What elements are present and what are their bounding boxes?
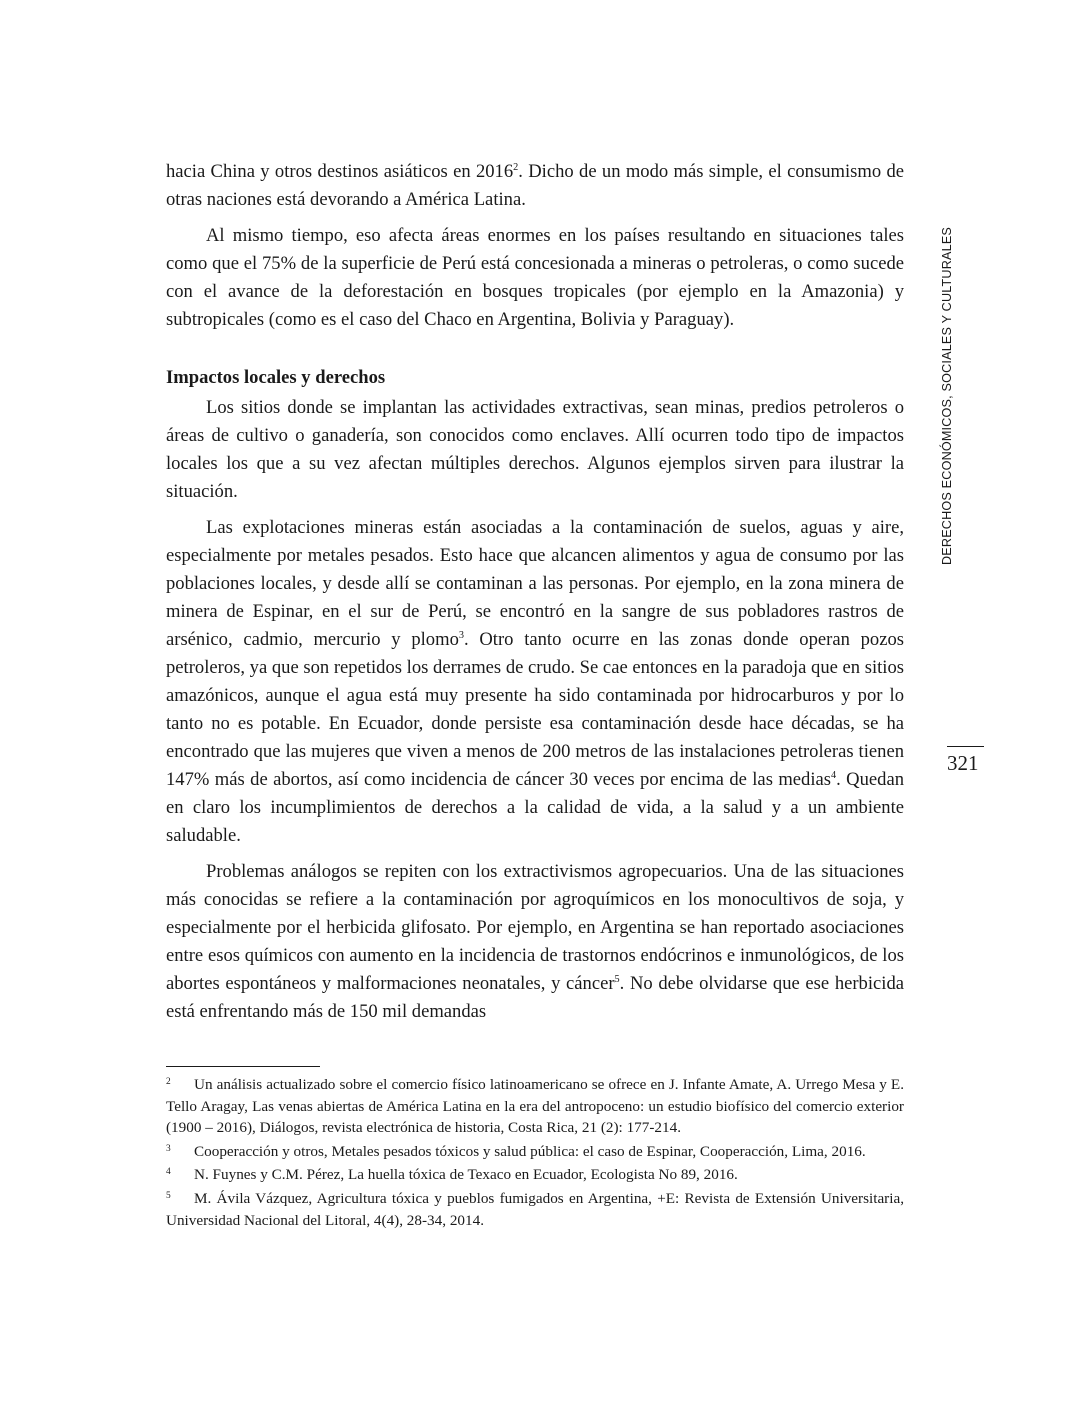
paragraph-areas: Al mismo tiempo, eso afecta áreas enormes en los países resultando en situaciones tales como que el 75% de la superficie de Perú está concesionada a mineras o petroleras, o como sucede con el avance de la deforestación en bosques tropicales (por ejemplo en la Amazonia) y subtropicales (como es el caso del Chaco en Argentina, Bolivia y Paraguay). — [166, 225, 904, 330]
footnote-text: M. Ávila Vázquez, Agricultura tóxica y pueblos fumigados en Argentina, +E: Revista de Extensión Universitaria, Universidad Nacional del Litoral, 4(4), 28-34, 2014. — [166, 1189, 904, 1229]
footnote-text: Un análisis actualizado sobre el comercio físico latinoamericano se ofrece en J. Infante Amate, A. Urrego Mesa y E. Tello Aragay, Las venas abiertas de América Latina en la era del antropoceno: un estudio biofísico del comercio exterior (1900 – 2016), Diálogos, revista electrónica de historia, Costa Rica, 21 (2): 177-214. — [166, 1076, 904, 1137]
footnote-4 — [166, 1162, 904, 1186]
footnote-number: 4 — [166, 1167, 171, 1178]
running-head: DERECHOS ECONÓMICOS, SOCIALES Y CULTURALES — [940, 226, 954, 565]
footnote-ref-4[interactable]: 4 — [831, 769, 837, 781]
footnote-number: 5 — [166, 1190, 171, 1201]
footnote-number: 2 — [166, 1077, 171, 1087]
footnote-5 — [166, 1186, 904, 1231]
paragraph-agro: Problemas análogos se repiten con los extractivismos agropecuarios. Una de las situaciones más conocidas se refiere a la contaminación por agroquímicos en los monocultivos de soja, y especialmente por el herbicida glifosato. Por ejemplo, en Argentina se han reportado asociaciones entre esos químicos con aumento en la incidencia de trastornos endócrinos e inmunológicos, de los abortes espontáneos y malformaciones neonatales, y cáncer$^5$. No debe olvidarse que ese herbicida está enfrentando más de 150 mil demandas — [166, 861, 904, 1022]
footnote-text: N. Fuynes y C.M. Pérez, La huella tóxica de Texaco en Ecuador, Ecologista No 89, 2016. — [194, 1166, 738, 1184]
footnote-3 — [166, 1139, 904, 1163]
footnote-divider — [166, 1066, 320, 1067]
folio-rule — [947, 746, 984, 747]
footnotes — [166, 1072, 904, 1231]
body-text — [166, 158, 904, 1026]
footnote-number: 3 — [166, 1143, 171, 1154]
paragraph-enclaves: Los sitios donde se implantan las actividades extractivas, sean minas, predios petroleros o áreas de cultivo o ganadería, son conocidos como enclaves. Allí ocurren todo tipo de impactos locales los que a su vez afectan múltiples derechos. Algunos ejemplos sirven para ilustrar la situación. — [166, 397, 904, 502]
paragraph-continued: hacia China y otros destinos asiáticos en 2016$^2$. Dicho de un modo más simple, el consumismo de otras naciones está devorando a América Latina. — [166, 161, 904, 210]
page-number: 321 — [947, 751, 979, 775]
footnote-text: Cooperacción y otros, Metales pesados tóxicos y salud pública: el caso de Espinar, Cooperacción, Lima, 2016. — [194, 1142, 866, 1160]
footnote-ref-3[interactable]: 3 — [458, 629, 464, 641]
footnote-ref-5[interactable]: 5 — [614, 973, 620, 985]
paragraph-mining: Las explotaciones mineras están asociadas a la contaminación de suelos, aguas y aire, especialmente por metales pesados. Esto hace que alcancen alimentos y agua de consumo por las poblaciones locales, y desde allí se contaminan a las personas. Por ejemplo, en la zona minera de minera de Espinar, en el sur de Perú, se encontró en la sangre de sus pobladores rastros de arsénico, cadmio, mercurio y plomo$^3$. Otro tanto ocurre en las zonas donde operan pozos petroleros, ya que son repetidos los derrames de crudo. Se cae entonces en la paradoja que en sitios amazónicos, aunque el agua está muy presente ha sido contaminada por hidrocarburos y por lo tanto no es potable. En Ecuador, donde persiste esa contaminación desde hace décadas, se ha encontrado que las mujeres que viven a menos de 200 metros de las instalaciones petroleras tienen 147% más de abortos, así como incidencia de cáncer 30 veces por encima de las medias$^4$. Quedan en claro los incumplimientos de derechos a la calidad de vida, a la salud y a un ambiente saludable. — [166, 517, 904, 846]
footnote-ref-2[interactable]: 2 — [513, 161, 519, 173]
section-heading: Impactos locales y derechos — [166, 367, 386, 388]
footnote-2 — [166, 1072, 904, 1139]
